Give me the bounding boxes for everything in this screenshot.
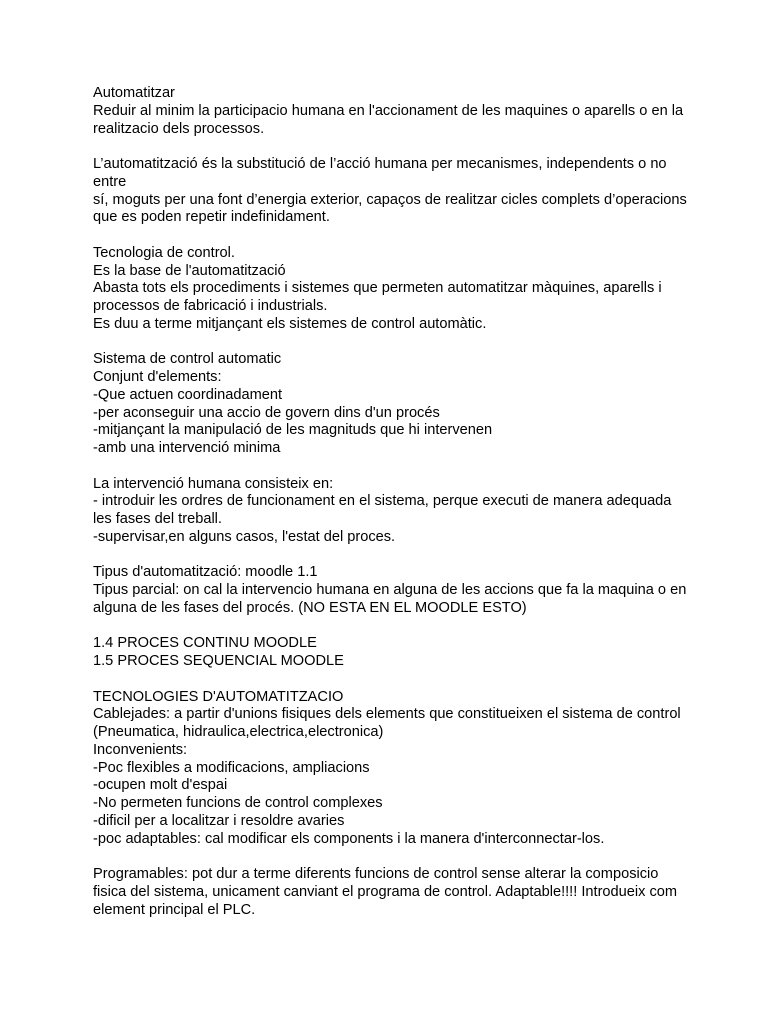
- document-page: [93, 85, 693, 919]
- text-line: que es poden repetir indefinidament.: [93, 209, 330, 226]
- text-line: L’automatització és la substitució de l’acció humana per mecanismes, independents o no: [93, 156, 667, 172]
- text-line: Conjunt d'elements:: [93, 369, 222, 385]
- text-line: Tecnologia de control.: [93, 244, 235, 261]
- text-line: TECNOLOGIES D'AUTOMATITZACIO: [93, 688, 344, 705]
- text-line: -per aconseguir una accio de govern dins d'un procés: [93, 404, 440, 421]
- text-line: Abasta tots els procediments i sistemes que permeten automatitzar màquines, aparells i: [93, 280, 662, 297]
- text-line: -dificil per a localitzar i resoldre avaries: [93, 812, 345, 829]
- text-line: - introduir les ordres de funcionament en el sistema, perque executi de manera adequada: [93, 493, 672, 510]
- text-line: Sistema de control automatic: [93, 351, 282, 368]
- text-line: Programables: pot dur a terme diferents funcions de control sense alterar la composicio: [93, 866, 659, 882]
- text-line: 1.4 PROCES CONTINU MOODLE: [93, 635, 317, 652]
- text-line: sí, moguts per una font d’energia exterior, capaços de realitzar cicles complets d’operacions: [93, 191, 687, 208]
- text-line: -poc adaptables: cal modificar els components i la manera d'interconnectar-los.: [93, 830, 605, 847]
- text-line: Cablejades: a partir d'unions fisiques dels elements que constitueixen el sistema de control: [93, 706, 681, 723]
- text-line: -supervisar,en alguns casos, l'estat del proces.: [93, 528, 396, 545]
- text-line: Tipus parcial: on cal la intervencio humana en alguna de les accions que fa la maquina o en: [93, 582, 687, 598]
- blank-line: [93, 848, 693, 866]
- text-line: Es la base de l'automatització: [93, 262, 286, 279]
- text-line: entre: [93, 173, 127, 190]
- blank-line: [93, 547, 693, 565]
- text-line: -No permeten funcions de control complexes: [93, 795, 383, 811]
- text-line: -mitjançant la manipulació de les magnituds que hi intervenen: [93, 422, 493, 439]
- text-line: Reduir al minim la participacio humana en l'accionament de les maquines o aparells o en la: [93, 102, 684, 119]
- text-line: les fases del treball.: [93, 511, 222, 527]
- blank-line: [93, 334, 693, 352]
- text-line: -amb una intervenció minima: [93, 440, 281, 456]
- text-line: -ocupen molt d'espai: [93, 777, 228, 794]
- text-line: 1.5 PROCES SEQUENCIAL MOODLE: [93, 653, 344, 669]
- blank-line: [93, 138, 693, 156]
- text-line: realitzacio dels processos.: [93, 120, 265, 137]
- text-line: Inconvenients:: [93, 741, 188, 758]
- blank-line: [93, 618, 693, 636]
- text-line: Es duu a terme mitjançant els sistemes de control automàtic.: [93, 315, 487, 332]
- text-line: Automatitzar: [93, 85, 175, 101]
- text-line: Tipus d'automatització: moodle 1.1: [93, 564, 318, 581]
- text-line: -Poc flexibles a modificacions, ampliacions: [93, 759, 370, 776]
- blank-line: [93, 458, 693, 476]
- blank-line: [93, 671, 693, 689]
- text-line: element principal el PLC.: [93, 901, 256, 918]
- text-line: (Pneumatica, hidraulica,electrica,electronica): [93, 724, 384, 740]
- text-line: processos de fabricació i industrials.: [93, 298, 328, 314]
- text-line: -Que actuen coordinadament: [93, 386, 283, 403]
- blank-line: [93, 227, 693, 245]
- text-line: fisica del sistema, unicament canviant el programa de control. Adaptable!!!! Introdueix com: [93, 883, 678, 900]
- text-line: La intervenció humana consisteix en:: [93, 475, 334, 492]
- text-line: alguna de les fases del procés. (NO ESTA EN EL MOODLE ESTO): [93, 599, 527, 616]
